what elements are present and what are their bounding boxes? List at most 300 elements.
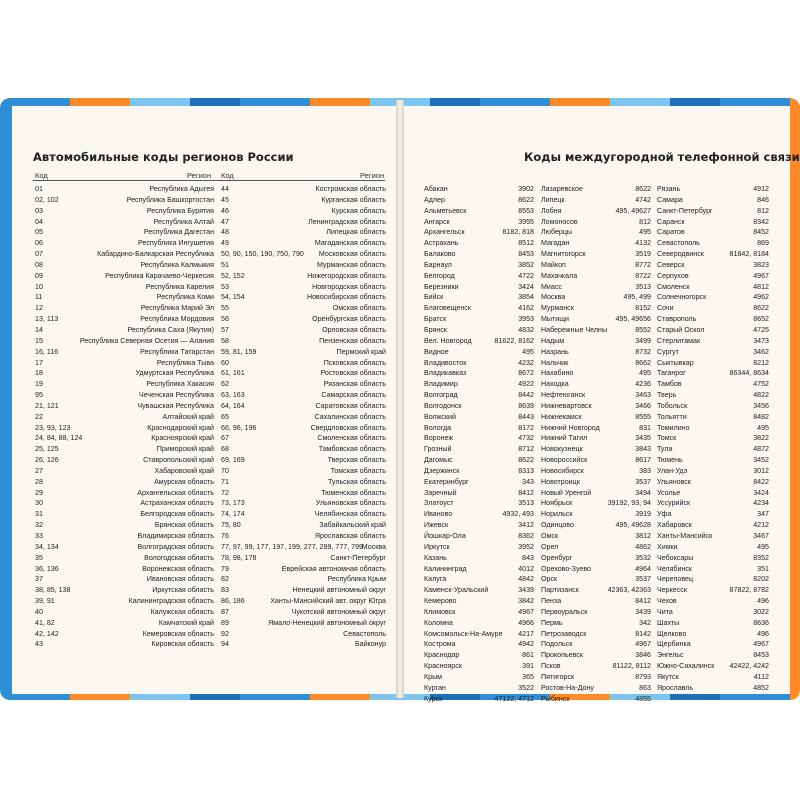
region-name: Красноярский край xyxy=(151,434,214,443)
dial-code: 3462 xyxy=(753,347,769,356)
region-name: Волгоградская область xyxy=(137,542,214,551)
region-code: 21, 121 xyxy=(35,401,59,410)
dial-code: 3439 xyxy=(635,607,651,616)
city-row xyxy=(657,531,769,542)
region-code: 39, 91 xyxy=(35,597,55,606)
city-row xyxy=(541,488,651,499)
region-code: 54, 154 xyxy=(221,293,245,302)
city-name: Хабаровск xyxy=(657,521,692,530)
city-name: Пятигорск xyxy=(541,672,575,681)
region-code: 13, 113 xyxy=(35,315,59,324)
city-row xyxy=(657,249,769,260)
region-name: Кабардино-Балкарская Республика xyxy=(97,250,214,259)
region-code: 25, 125 xyxy=(35,445,59,454)
region-row xyxy=(221,368,386,379)
city-name: Златоуст xyxy=(424,499,454,508)
dial-code: 87822, 8782 xyxy=(729,586,769,595)
city-row xyxy=(657,227,769,238)
city-name: Комсомольск-На-Амуре xyxy=(424,629,503,638)
region-row xyxy=(221,564,386,575)
city-name: Рязань xyxy=(657,185,681,193)
city-row xyxy=(657,466,769,477)
dial-code: 4832 xyxy=(518,325,534,334)
city-name: Владимир xyxy=(424,380,458,389)
city-name: Омск xyxy=(541,532,559,540)
phone-codes-column-2 xyxy=(541,184,651,705)
region-code: 87 xyxy=(221,607,229,616)
city-row xyxy=(424,271,534,282)
region-name: Самарская область xyxy=(321,391,386,400)
region-row xyxy=(221,498,386,509)
region-row xyxy=(221,195,386,206)
region-code: 73, 173 xyxy=(221,499,245,508)
region-code: 72 xyxy=(221,488,229,497)
city-row xyxy=(541,347,651,358)
region-name: Орловская область xyxy=(322,325,386,334)
city-name: Иваново xyxy=(424,510,453,519)
region-row xyxy=(35,574,214,585)
region-name: Омская область xyxy=(332,304,386,313)
dial-code: 4236 xyxy=(635,380,651,389)
region-code: 05 xyxy=(35,228,43,237)
region-row xyxy=(35,390,214,401)
city-row xyxy=(424,195,534,206)
dial-code: 8622 xyxy=(518,456,534,465)
region-name: Свердловская область xyxy=(310,423,386,432)
city-row xyxy=(541,520,651,531)
dial-code: 843 xyxy=(522,553,534,562)
dial-code: 4872 xyxy=(753,445,769,454)
city-row xyxy=(424,596,534,607)
city-row xyxy=(541,401,651,412)
city-row xyxy=(541,433,651,444)
region-row xyxy=(35,466,214,477)
dial-code: 3012 xyxy=(753,466,769,475)
notebook-spine xyxy=(396,100,404,698)
region-header-2: Регион xyxy=(360,171,385,180)
city-name: Абакан xyxy=(424,185,448,193)
region-row xyxy=(221,553,386,564)
city-name: Архангельск xyxy=(424,228,465,237)
region-row xyxy=(221,358,386,369)
city-row xyxy=(541,477,651,488)
city-row xyxy=(657,618,769,629)
region-code: 74, 174 xyxy=(221,510,245,519)
region-row xyxy=(221,531,386,542)
city-name: Тула xyxy=(657,445,673,454)
region-row xyxy=(221,217,386,228)
city-name: Нижневартовск xyxy=(541,401,592,410)
city-row xyxy=(657,379,769,390)
city-row xyxy=(541,412,651,423)
region-name: Челябинская область xyxy=(314,510,386,519)
region-row xyxy=(35,509,214,520)
city-row xyxy=(541,694,651,705)
dial-code: 4812 xyxy=(753,282,769,291)
city-row xyxy=(541,672,651,683)
region-code: 55 xyxy=(221,304,229,313)
city-row xyxy=(541,282,651,293)
city-row xyxy=(657,336,769,347)
city-name: Самара xyxy=(657,195,683,204)
dial-code: 3473 xyxy=(753,336,769,345)
city-row xyxy=(424,227,534,238)
city-row xyxy=(541,249,651,260)
city-row xyxy=(657,390,769,401)
city-name: Пенза xyxy=(541,597,562,606)
region-code: 18 xyxy=(35,369,43,378)
city-name: Новый Уренгой xyxy=(541,488,592,497)
region-row xyxy=(35,488,214,499)
region-name: Чеченская Республика xyxy=(139,391,214,400)
dial-code: 4217 xyxy=(518,629,534,638)
city-row xyxy=(424,509,534,520)
city-name: Саранск xyxy=(657,217,685,226)
dial-code: 3537 xyxy=(635,575,651,584)
dial-code: 4132 xyxy=(635,239,651,248)
city-name: Кемерово xyxy=(424,597,457,606)
city-row xyxy=(657,303,769,314)
region-row xyxy=(221,477,386,488)
city-name: Энгельс xyxy=(657,651,684,660)
region-row xyxy=(35,368,214,379)
city-row xyxy=(424,488,534,499)
city-name: Севастополь xyxy=(657,239,700,248)
city-name: Грозный xyxy=(424,445,452,454)
region-code: 19 xyxy=(35,380,43,389)
dial-code: 343 xyxy=(522,477,534,486)
region-row xyxy=(35,553,214,564)
city-row xyxy=(657,509,769,520)
region-name: Архангельская область xyxy=(137,488,214,497)
dial-code: 4232 xyxy=(518,358,534,367)
dial-code: 3852 xyxy=(518,260,534,269)
region-code: 06 xyxy=(35,239,43,248)
city-row xyxy=(424,347,534,358)
region-code: 53 xyxy=(221,282,229,291)
dial-code: 4752 xyxy=(753,380,769,389)
dial-code: 3532 xyxy=(635,553,651,562)
region-name: Москва xyxy=(361,542,386,551)
city-row xyxy=(657,401,769,412)
city-row xyxy=(541,314,651,325)
city-name: Москва xyxy=(541,293,566,302)
region-name: Оренбургская область xyxy=(312,315,386,324)
city-row xyxy=(657,368,769,379)
region-code: 75, 80 xyxy=(221,521,241,530)
dial-code: 3823 xyxy=(753,260,769,269)
city-row xyxy=(657,477,769,488)
region-name: Рязанская область xyxy=(323,380,386,389)
city-row xyxy=(657,206,769,217)
city-name: Химки xyxy=(657,542,678,551)
region-code: 26, 126 xyxy=(35,456,59,465)
city-name: Йошкар-Ола xyxy=(424,532,466,540)
region-name: Липецкая область xyxy=(326,228,386,237)
region-name: Алтайский край xyxy=(162,412,214,421)
region-code: 45 xyxy=(221,195,229,204)
region-row xyxy=(35,325,214,336)
city-name: Пермь xyxy=(541,618,563,627)
code-header-1: Код xyxy=(35,171,48,180)
city-row xyxy=(657,553,769,564)
dial-code: 495 xyxy=(522,347,534,356)
dial-code: 8412 xyxy=(518,488,534,497)
city-row xyxy=(424,249,534,260)
region-name: Республика Татарстан xyxy=(140,347,214,356)
region-row xyxy=(35,423,214,434)
dial-code: 3854 xyxy=(518,293,534,302)
city-row xyxy=(424,358,534,369)
city-row xyxy=(657,672,769,683)
region-code: 66, 96, 196 xyxy=(221,423,257,432)
region-name: Республика Дагестан xyxy=(143,228,214,237)
region-code: 77, 97, 99, 177, 197, 199, 277, 299, 777, 799 xyxy=(221,542,363,551)
region-code: 62 xyxy=(221,380,229,389)
city-name: Ханты-Мансийск xyxy=(657,532,713,540)
city-name: Нижнекамск xyxy=(541,412,582,421)
region-code: 83 xyxy=(221,586,229,595)
dial-code: 8639 xyxy=(518,401,534,410)
dial-code: 4922 xyxy=(518,380,534,389)
region-name: Камчатский край xyxy=(158,618,214,627)
city-row xyxy=(424,618,534,629)
region-name: Кемеровская область xyxy=(142,629,214,638)
region-name: Тюменская область xyxy=(321,488,386,497)
region-code: 17 xyxy=(35,358,43,367)
region-row xyxy=(221,488,386,499)
region-name: Краснодарский край xyxy=(147,423,214,432)
region-code: 52, 152 xyxy=(221,271,245,280)
city-name: Щербинка xyxy=(657,640,691,649)
city-row xyxy=(424,672,534,683)
region-name: Псковская область xyxy=(323,358,386,367)
dial-code: 4842 xyxy=(518,575,534,584)
header-divider xyxy=(33,180,385,181)
region-name: Кировская область xyxy=(151,640,214,649)
dial-code: 495, 49628 xyxy=(615,521,651,530)
city-name: Назрань xyxy=(541,347,569,356)
city-row xyxy=(424,238,534,249)
dial-code: 8652 xyxy=(753,315,769,324)
region-row xyxy=(35,249,214,260)
region-code: 57 xyxy=(221,325,229,334)
dial-code: 4742 xyxy=(635,195,651,204)
city-name: Мытищи xyxy=(541,315,570,324)
region-row xyxy=(35,206,214,217)
city-row xyxy=(541,368,651,379)
city-name: Серпухов xyxy=(657,271,689,280)
city-name: Волгоград xyxy=(424,391,458,400)
region-name: Владимирская область xyxy=(137,532,214,540)
region-name: Новгородская область xyxy=(312,282,386,291)
city-row xyxy=(657,217,769,228)
dial-code: 3456 xyxy=(753,401,769,410)
city-row xyxy=(424,694,534,705)
dial-code: 3519 xyxy=(635,250,651,259)
dial-code: 8212 xyxy=(753,358,769,367)
city-row xyxy=(657,292,769,303)
city-row xyxy=(541,195,651,206)
region-row xyxy=(35,336,214,347)
city-name: Нахабино xyxy=(541,369,574,378)
city-row xyxy=(541,217,651,228)
city-name: Сочи xyxy=(657,304,674,313)
dial-code: 4855 xyxy=(635,694,651,703)
region-code: 09 xyxy=(35,271,43,280)
region-code: 68 xyxy=(221,445,229,454)
dial-code: 495, 49627 xyxy=(615,206,651,215)
city-row xyxy=(541,466,651,477)
dial-code: 42422, 4242 xyxy=(729,662,769,671)
car-codes-column-1 xyxy=(35,184,214,650)
region-row xyxy=(221,423,386,434)
city-row xyxy=(657,433,769,444)
region-code: 92 xyxy=(221,629,229,638)
city-name: Нальчик xyxy=(541,358,569,367)
city-name: Дзержинск xyxy=(424,466,460,475)
dial-code: 3435 xyxy=(635,434,651,443)
dial-code: 8182, 818 xyxy=(502,228,534,237)
region-code: 70 xyxy=(221,466,229,475)
dial-code: 3842 xyxy=(518,597,534,606)
dial-code: 391 xyxy=(522,662,534,671)
city-name: Лобня xyxy=(541,206,562,215)
car-codes-title: Автомобильные коды регионов России xyxy=(33,150,294,164)
dial-code: 365 xyxy=(522,672,534,681)
region-row xyxy=(35,596,214,607)
city-name: Новосибирск xyxy=(541,466,584,475)
city-row xyxy=(657,444,769,455)
region-row xyxy=(35,401,214,412)
city-name: Владикавказ xyxy=(424,369,467,378)
region-name: Сахалинская область xyxy=(314,412,386,421)
region-row xyxy=(35,585,214,596)
region-row xyxy=(35,271,214,282)
city-row xyxy=(657,412,769,423)
region-code: 23, 93, 123 xyxy=(35,423,71,432)
region-row xyxy=(35,303,214,314)
region-name: Чувашская Республика xyxy=(137,401,214,410)
city-name: Тольятти xyxy=(657,412,687,421)
region-row xyxy=(35,455,214,466)
city-name: Прокопьевск xyxy=(541,651,583,660)
region-row xyxy=(221,455,386,466)
city-row xyxy=(657,639,769,650)
city-name: Майкоп xyxy=(541,260,566,269)
city-name: Тверь xyxy=(657,391,677,400)
dial-code: 8202 xyxy=(753,575,769,584)
region-row xyxy=(221,542,386,553)
region-name: Удмуртская Республика xyxy=(135,369,214,378)
region-name: Ростовская область xyxy=(320,369,386,378)
city-row xyxy=(541,542,651,553)
city-name: Ижевск xyxy=(424,521,449,530)
city-row xyxy=(424,498,534,509)
region-name: Республика Алтай xyxy=(153,217,214,226)
city-name: Старый Оскол xyxy=(657,325,705,334)
city-name: Новокузнецк xyxy=(541,445,583,454)
city-name: Подольск xyxy=(541,640,573,649)
region-code: 69, 169 xyxy=(221,456,245,465)
city-row xyxy=(657,564,769,575)
dial-code: 3952 xyxy=(518,542,534,551)
city-name: Барнаул xyxy=(424,260,452,269)
region-row xyxy=(35,531,214,542)
city-name: Чебоксары xyxy=(657,553,694,562)
dial-code: 4732 xyxy=(518,434,534,443)
city-name: Смоленск xyxy=(657,282,690,291)
city-row xyxy=(424,217,534,228)
region-name: Тамбовская область xyxy=(318,445,386,454)
city-name: Адлер xyxy=(424,195,445,204)
dial-code: 869 xyxy=(757,239,769,248)
region-row xyxy=(221,412,386,423)
city-row xyxy=(541,292,651,303)
dial-code: 81842, 8184 xyxy=(729,250,769,259)
dial-code: 812 xyxy=(757,206,769,215)
dial-code: 861 xyxy=(522,651,534,660)
dial-code: 495 xyxy=(639,228,651,237)
region-code: 71 xyxy=(221,477,229,486)
city-name: Якутск xyxy=(657,672,679,681)
dial-code: 8482 xyxy=(753,412,769,421)
city-row xyxy=(424,553,534,564)
region-row xyxy=(35,498,214,509)
region-name: Мурманская область xyxy=(317,260,386,269)
dial-code: 3499 xyxy=(635,336,651,345)
city-row xyxy=(424,661,534,672)
region-row xyxy=(35,618,214,629)
region-code: 31 xyxy=(35,510,43,519)
city-row xyxy=(541,629,651,640)
city-row xyxy=(541,531,651,542)
region-row xyxy=(221,303,386,314)
dial-code: 4932, 493 xyxy=(502,510,534,519)
city-name: Магадан xyxy=(541,239,570,248)
city-name: Брянск xyxy=(424,325,447,334)
city-name: Ломоносов xyxy=(541,217,578,226)
region-row xyxy=(35,444,214,455)
dial-code: 3812 xyxy=(635,532,651,540)
city-row xyxy=(657,423,769,434)
region-code: 42, 142 xyxy=(35,629,59,638)
region-name: Ярославская область xyxy=(314,532,386,540)
city-row xyxy=(657,455,769,466)
city-row xyxy=(424,282,534,293)
city-name: Люберцы xyxy=(541,228,573,237)
city-name: Волгодонск xyxy=(424,401,462,410)
city-row xyxy=(541,336,651,347)
region-code: 01 xyxy=(35,185,43,193)
region-code: 15 xyxy=(35,336,43,345)
dial-code: 42363, 42363 xyxy=(607,586,651,595)
city-name: Магнитогорск xyxy=(541,250,586,259)
region-code: 04 xyxy=(35,217,43,226)
city-row xyxy=(424,206,534,217)
region-code: 27 xyxy=(35,466,43,475)
dial-code: 383 xyxy=(639,466,651,475)
dial-code: 863 xyxy=(639,683,651,692)
dial-code: 4234 xyxy=(753,499,769,508)
region-code: 24, 84, 88, 124 xyxy=(35,434,83,443)
region-row xyxy=(221,390,386,401)
region-row xyxy=(35,347,214,358)
region-row xyxy=(221,607,386,618)
city-name: Ярославль xyxy=(657,683,694,692)
city-name: Северск xyxy=(657,260,685,269)
region-row xyxy=(221,618,386,629)
